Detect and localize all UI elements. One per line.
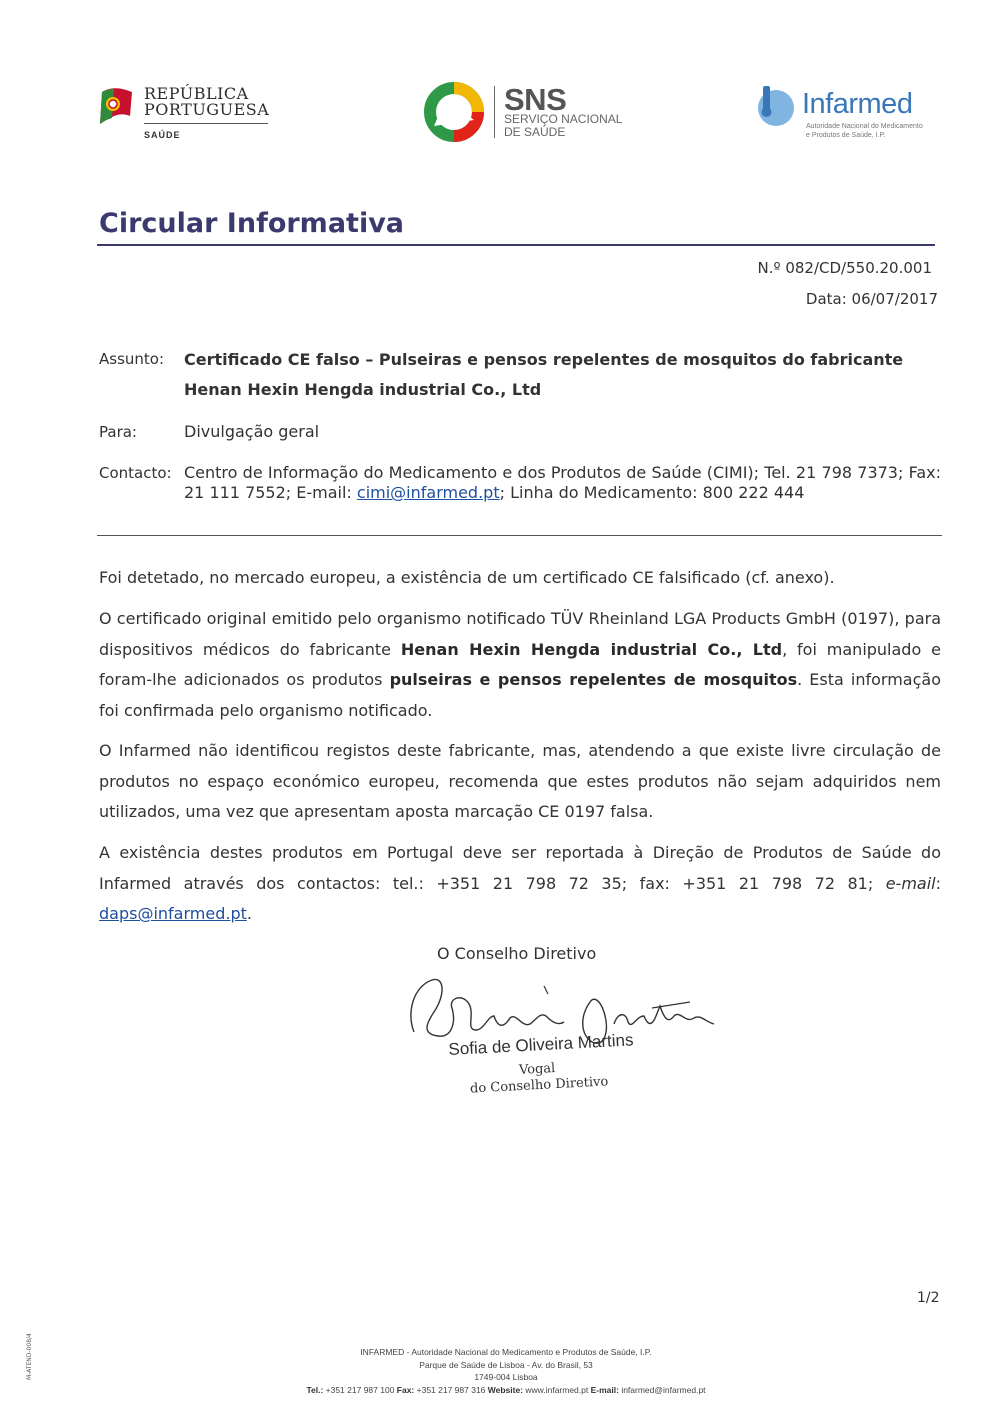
document-date: Data: 06/07/2017 [805,290,938,308]
footer-line3: 1749-004 Lisboa [474,1372,538,1383]
paragraph-2-text-3: . Esta informação foi confirmada pelo organismo notificado. [99,670,941,720]
document-number: N.º 082/CD/550.20.001 [757,259,932,277]
subject-value [184,345,941,405]
footer-tel-label: Tel.: [306,1384,324,1395]
infarmed-logo [754,84,934,144]
sns-divider [494,86,495,138]
signatory-role: Vogal [518,1061,556,1078]
footer-contacts [200,1384,812,1397]
sns-sub-line1: SERVIÇO NACIONAL [504,112,623,126]
sns-logo [424,82,624,146]
footer-web-label: Website: [487,1384,524,1395]
republica-divider [144,123,268,124]
subject-label: Assunto: [99,350,165,368]
footer-email[interactable]: infarmed@infarmed.pt [618,1384,706,1395]
paragraph-4-end: . [246,904,252,923]
meta-divider [97,535,942,536]
daps-email-link[interactable]: daps@infarmed.pt [99,904,247,923]
portuguese-flag-icon [98,86,134,126]
document-title: Circular Informativa [99,208,405,239]
footer-line2: Parque de Saúde de Lisboa - Av. do Brasil, 53 [419,1359,593,1370]
footer-email-label: E-mail: [590,1384,619,1395]
contact-text-tail: ; Linha do Medicamento: 800 222 444 [499,483,805,502]
signatory-name: Sofia de Oliveira Martins [448,1030,634,1059]
page-number: 1/2 [917,1290,940,1306]
sns-ring-icon [424,82,484,142]
infarmed-drop-icon [754,84,798,128]
subject-line2: Henan Hexin Hengda industrial Co., Ltd [184,380,542,399]
contact-value [184,463,941,503]
form-code: M-ATEND-008/4 [26,1333,33,1380]
footer-tel: +351 217 987 100 [323,1384,397,1395]
contact-email-link[interactable]: cimi@infarmed.pt [356,483,500,502]
footer-line1: INFARMED - Autoridade Nacional do Medicamento e Produtos de Saúde, I.P. [360,1347,652,1357]
infarmed-sub-line2: e Produtos de Saúde, I.P. [806,132,886,139]
republica-sub: SAÚDE [144,130,181,140]
title-divider [97,244,935,246]
product-names: pulseiras e pensos repelentes de mosquitos [389,670,798,689]
paragraph-4 [99,838,941,930]
footer-fax-label: Fax: [396,1384,415,1395]
infarmed-name: Infarmed [802,88,913,120]
contact-text: Centro de Informação do Medicamento e dos Produtos de Saúde (CIMI); Tel. 21 798 7373; Fax: 21 111 7552; E-mail: [184,463,941,502]
sns-sub-line2: DE SAÚDE [504,125,566,139]
signatory-org: do Conselho Diretivo [469,1074,609,1097]
contact-label: Contacto: [99,464,172,482]
footer [200,1346,812,1396]
to-value: Divulgação geral [184,422,320,441]
subject-line1: Certificado CE falso – Pulseiras e pensos repelentes de mosquitos do fabricante [184,350,904,369]
council-heading: O Conselho Diretivo [437,944,597,963]
republica-line2: PORTUGUESA [144,100,270,119]
footer-website[interactable]: www.infarmed.pt [523,1384,591,1395]
paragraph-1: Foi detetado, no mercado europeu, a existência de um certificado CE falsificado (cf. anexo). [99,568,835,587]
footer-fax: +351 217 987 316 [414,1384,488,1395]
manufacturer-name: Henan Hexin Hengda industrial Co., Ltd [400,639,783,659]
paragraph-2-text: O certificado original emitido pelo organismo notificado TÜV Rheinland LGA Products GmbH (0197), para dispositivos médicos do fabricante [99,609,941,659]
republica-line1: REPÚBLICA [144,84,249,103]
infarmed-sub-line1: Autoridade Nacional do Medicamento [806,123,923,130]
to-label: Para: [99,423,137,441]
paragraph-2-text-2: , foi manipulado e foram-lhe adicionados os produtos [99,639,941,689]
email-label: e-mail [885,873,936,893]
paragraph-4-sep: : [935,873,941,893]
paragraph-3: O Infarmed não identificou registos deste fabricante, mas, atendendo a que existe livre circulação de produtos no espaço económico europeu, recomenda que estes produtos não sejam adquiridos nem utilizados, uma vez que apresentam aposta marcação CE 0197 falsa. [99,741,941,821]
sns-name: SNS [504,82,567,117]
paragraph-2 [99,604,941,726]
paragraph-4-text: A existência destes produtos em Portugal deve ser reportada à Direção de Produtos de Saúde do Infarmed através dos contactos: tel.: +351 21 798 72 35; fax: +351 21 798 72 81; [99,843,941,893]
republica-portuguesa-logo [98,84,278,144]
